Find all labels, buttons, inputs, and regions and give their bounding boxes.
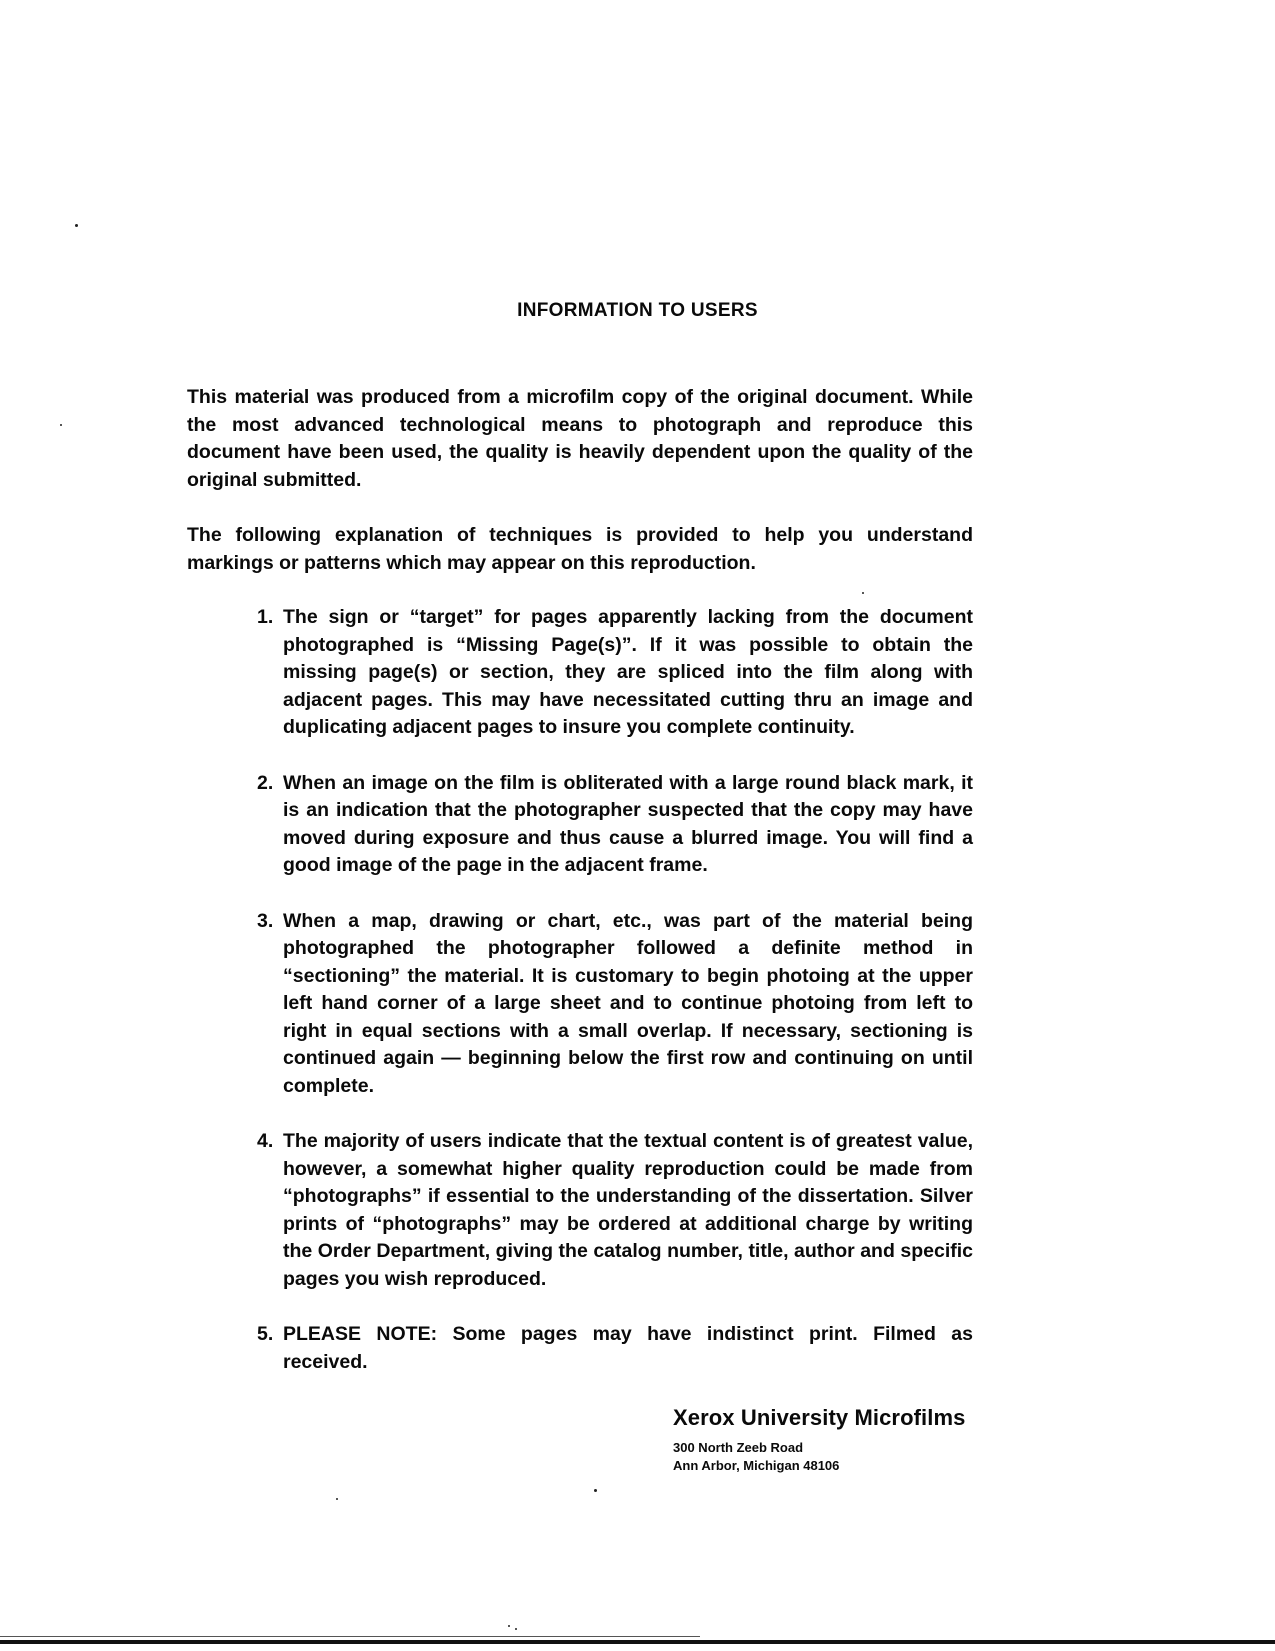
- list-item-number: 5.: [257, 1323, 274, 1345]
- list-item-number: 2.: [257, 771, 274, 794]
- list-item-1: [257, 604, 973, 742]
- scan-speck: [75, 224, 78, 227]
- publisher-address-line-1: 300 North Zeeb Road: [673, 1440, 804, 1455]
- list-item-number: 3.: [257, 909, 274, 932]
- list-item-4: [257, 1128, 973, 1293]
- list-item-text: When an image on the film is obliterated with a large round black mark, it is an indication that the photographer suspected that the copy may have moved during exposure and thus cause a blurred image. You will find a good image of the page in the adjacent frame.: [283, 771, 973, 876]
- list-item-number: 4.: [257, 1130, 274, 1152]
- scan-edge: [0, 1640, 1275, 1644]
- list-item-text: The sign or “target” for pages apparently lacking from the document photographed is “Missing Page(s)”. If it was possible to obtain the missing page(s) or section, they are spliced into the film along with adjacent pages. This may have necessitated cutting thru an image and duplicating adjacent pages to insure you complete continuity.: [283, 606, 973, 738]
- scan-speck: [862, 592, 864, 594]
- scan-speck: [594, 1489, 597, 1492]
- publisher-name: Xerox University Microfilms: [673, 1405, 966, 1430]
- list-item-2: [257, 770, 973, 880]
- publisher-address-line-2: Ann Arbor, Michigan 48106: [673, 1458, 840, 1473]
- list-item-text: When a map, drawing or chart, etc., was part of the material being photographed the photographer followed a definite method in “sectioning” the material. It is customary to begin photoing at the upper left hand corner of a large sheet and to continue photoing from left to right in equal sections with a small overlap. If necessary, sectioning is continued again — beginning below the first row and continuing on until complete.: [283, 909, 973, 1097]
- intro-paragraph-2: The following explanation of techniques is provided to help you understand markings or patterns which may appear on this reproduction.: [187, 524, 973, 574]
- list-item-number: 1.: [257, 606, 274, 628]
- scan-speck: [60, 424, 62, 426]
- scan-edge-thin: [0, 1636, 700, 1637]
- list-item-5: [257, 1321, 973, 1376]
- page-title: INFORMATION TO USERS: [517, 300, 758, 321]
- scan-speck: [336, 1498, 338, 1500]
- scan-speck: [508, 1625, 510, 1627]
- intro-paragraph-1: This material was produced from a microfilm copy of the original document. While the most advanced technological means to photograph and reproduce this document have been used, the quality is heavily dependent upon the quality of the original submitted.: [187, 386, 973, 491]
- list-item-text: PLEASE NOTE: Some pages may have indistinct print. Filmed as received.: [283, 1323, 973, 1373]
- list-item-text: The majority of users indicate that the textual content is of greatest value, however, a somewhat higher quality reproduction could be made from “photographs” if essential to the understanding of the dissertation. Silver prints of “photographs” may be ordered at additional charge by writing the Order Department, giving the catalog number, title, author and specific pages you wish reproduced.: [283, 1130, 973, 1290]
- scan-speck: [515, 1628, 517, 1630]
- publisher-block: [673, 1405, 965, 1475]
- list-item-3: [257, 908, 973, 1101]
- technique-list: [257, 604, 973, 1404]
